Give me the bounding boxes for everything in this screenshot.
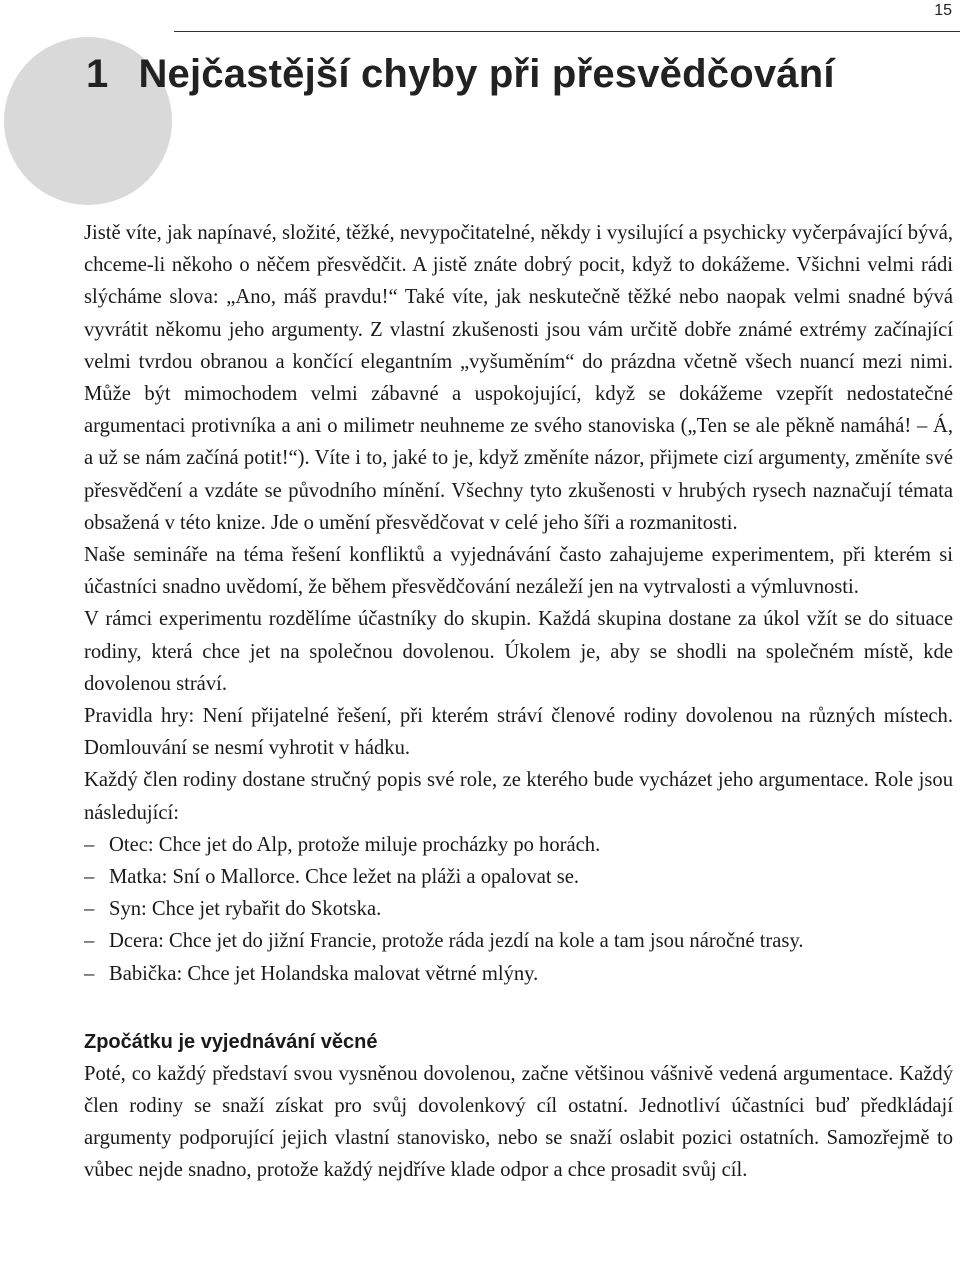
section-paragraph: Poté, co každý představí svou vysněnou dovolenou, začne většinou vášnivě vedená argumentace. Každý člen rodiny se snaží získat pro svůj dovolenkový cíl ostatní. Jednotliví účastníci buď předkládají argumenty podporující jejich vlastní stanovisko, nebo se snaží oslabit pozici ostatních. Samozřejmě to vůbec nejde snadno, protože každý nejdříve klade odpor a chce prosadit svůj cíl. (84, 1062, 953, 1182)
list-dash: – (84, 962, 95, 985)
chapter-number: 1 (86, 52, 109, 96)
section-heading: Zpočátku je vyjednávání věcné (84, 1030, 378, 1053)
list-dash: – (84, 833, 95, 856)
body-text (84, 217, 953, 1187)
chapter-title (86, 52, 835, 97)
list-item-father (84, 829, 953, 861)
seminar-paragraph: Naše semináře na téma řešení konfliktů a vyjednávání často zahajujeme experimentem, při kterém si účastníci snadno uvědomí, že během přesvědčování nezáleží jen na vytrvalosti a výmluvnosti. (84, 544, 953, 599)
intro-paragraph: Jistě víte, jak napínavé, složité, těžké, nevypočitatelné, někdy i vysilující a psychicky vyčerpávající bývá, chceme-li někoho o něčem přesvědčit. A jistě znáte dobrý pocit, když to dokážeme. Všichni velmi rádi slýcháme slova: „Ano, máš pravdu!“ Také víte, jak neskutečně těžké nebo naopak velmi snadné bývá vyvrátit někomu jeho argumenty. Z vlastní zkušenosti jsou vám určitě dobře známé extrémy začínající velmi tvrdou obranou a končící elegantním „vyšuměním“ do prázdna včetně všech nuancí mezi nimi. Může být mimochodem velmi zábavné a uspokojující, když se dokážeme vzepřít nedostatečné argumentaci protivníka a ani o milimetr neuhneme ze svého stanoviska („Ten se ale pěkně namáhá! – Á, a už se nám začíná potit!“). Víte i to, jaké to je, když změníte názor, přijmete cizí argumenty, změníte své přesvědčení a vzdáte se původního mínění. Všechny tyto zkušenosti v hrubých rysech naznačují témata obsažená v této knize. Jde o umění přesvědčovat v celé jeho šíři a rozmanitosti. (84, 222, 953, 534)
list-item-daughter (84, 925, 953, 957)
list-item-text: Dcera: Chce jet do jižní Francie, protože ráda jezdí na kole a tam jsou náročné trasy. (109, 930, 804, 953)
rules-paragraph: Pravidla hry: Není přijatelné řešení, při kterém stráví členové rodiny dovolenou na různých místech. Domlouvání se nesmí vyhrotit v hádku. (84, 705, 953, 760)
list-item-text: Otec: Chce jet do Alp, protože miluje procházky po horách. (109, 833, 601, 856)
list-dash: – (84, 930, 95, 953)
list-item-text: Babička: Chce jet Holandska malovat větrné mlýny. (109, 962, 539, 985)
roles-list (84, 829, 953, 990)
experiment-paragraph: V rámci experimentu rozdělíme účastníky do skupin. Každá skupina dostane za úkol vžít se do situace rodiny, která chce jet na společnou dovolenou. Úkolem je, aby se shodli na společném místě, kde dovolenou stráví. (84, 608, 953, 695)
list-dash: – (84, 898, 95, 921)
list-dash: – (84, 866, 95, 889)
list-item-grandmother (84, 958, 953, 990)
header-rule (174, 31, 960, 32)
list-item-text: Matka: Sní o Mallorce. Chce ležet na pláži a opalovat se. (109, 866, 580, 889)
list-item-son (84, 893, 953, 925)
page-number: 15 (934, 2, 952, 19)
list-item-text: Syn: Chce jet rybařit do Skotska. (109, 898, 382, 921)
chapter-title-text: Nejčastější chyby při přesvědčování (138, 52, 835, 96)
list-item-mother (84, 861, 953, 893)
roles-intro-paragraph: Každý člen rodiny dostane stručný popis své role, ze kterého bude vycházet jeho argumentace. Role jsou následující: (84, 769, 953, 824)
